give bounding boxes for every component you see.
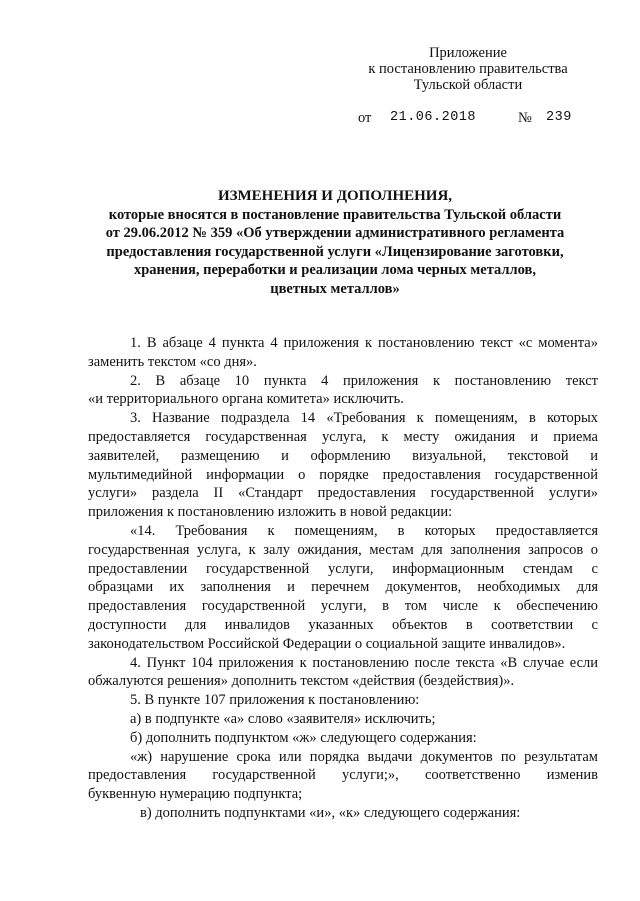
- paragraph-line: 3. Название подраздела 14 «Требования к помещениям, в которых: [130, 410, 598, 427]
- paragraph-line: приложения к постановлению изложить в новой редакции:: [88, 504, 453, 521]
- appendix-title: Приложение: [429, 45, 507, 61]
- document-title: [80, 187, 590, 298]
- paragraph-line: законодательством Российской Федерации о социальной защите инвалидов».: [88, 635, 566, 652]
- paragraph-line: заявителей, размещению и оформлению визуальной, текстовой и: [88, 447, 598, 464]
- document-body: [88, 334, 598, 823]
- paragraph-line: обжалуются решения» дополнить текстом «действия (бездействия)».: [88, 673, 515, 690]
- paragraph-line: заменить текстом «со дня».: [88, 353, 257, 370]
- reference-number: 239: [546, 110, 572, 125]
- paragraph-1: [88, 334, 598, 372]
- paragraph-line: в) дополнить подпунктами «и», «к» следующего содержания:: [140, 804, 521, 821]
- paragraph-line: предоставлении государственной услуги, информационным стендам с: [88, 560, 598, 577]
- paragraph-4: [88, 522, 598, 654]
- title-line: хранения, переработки и реализации лома черных металлов,: [133, 262, 537, 278]
- paragraph-line: услуги» раздела II «Стандарт предоставления государственной услуги»: [88, 485, 598, 502]
- paragraph-line: 4. Пункт 104 приложения к постановлению после текста «В случае если: [130, 654, 598, 671]
- paragraph-line: 2. В абзаце 10 пункта 4 приложения к постановлению текст: [130, 372, 598, 389]
- paragraph-9: [88, 748, 598, 804]
- title-line: которые вносятся в постановление правительства Тульской области: [108, 206, 562, 223]
- title-line: ИЗМЕНЕНИЯ И ДОПОЛНЕНИЯ,: [217, 188, 453, 204]
- appendix-subtitle: к постановлению правительства: [368, 61, 568, 77]
- title-line: предоставления государственной услуги «Лицензирование заготовки,: [106, 243, 564, 260]
- reference-from-label: от: [358, 110, 372, 126]
- paragraph-line: доступности для инвалидов указанных объектов в соответствии с: [88, 616, 598, 633]
- paragraph-line: буквенную нумерацию подпункта;: [88, 786, 303, 803]
- document-reference: [358, 110, 572, 127]
- paragraph-line: «и территориального органа комитета» исключить.: [88, 391, 404, 408]
- paragraph-line: 1. В абзаце 4 пункта 4 приложения к постановлению текст «с момента»: [130, 335, 598, 351]
- paragraph-line: мультимедийной информации о порядке предоставления государственной: [88, 466, 598, 483]
- reference-date: 21.06.2018: [390, 110, 477, 125]
- paragraph-10: [88, 804, 598, 823]
- paragraph-line: предоставления государственной услуги, в том числе к обеспечению: [88, 598, 598, 615]
- paragraph-8: [88, 729, 598, 748]
- title-line: цветных металлов»: [270, 280, 400, 297]
- paragraph-line: а) в подпункте «а» слово «заявителя» исключить;: [130, 710, 436, 727]
- appendix-header: [340, 45, 596, 93]
- paragraph-line: государственная услуга, к залу ожидания, местам для заполнения запросов о: [88, 541, 598, 558]
- appendix-region: Тульской области: [413, 77, 523, 93]
- paragraph-line: предоставляется государственная услуга, к месту ожидания и приема: [88, 428, 598, 445]
- paragraph-line: «ж) нарушение срока или порядка выдачи документов по результатам: [130, 748, 598, 765]
- paragraph-line: «14. Требования к помещениям, в которых предоставляется: [130, 522, 598, 539]
- title-line: от 29.06.2012 № 359 «Об утверждении административного регламента: [105, 225, 565, 241]
- paragraph-line: образцами их заполнения и перечнем документов, необходимых для: [88, 579, 598, 596]
- paragraph-7: [88, 710, 598, 729]
- paragraph-line: б) дополнить подпунктом «ж» следующего содержания:: [130, 729, 477, 746]
- paragraph-6: [88, 691, 598, 710]
- paragraph-2: [88, 372, 598, 410]
- paragraph-3: [88, 409, 598, 522]
- paragraph-line: 5. В пункте 107 приложения к постановлению:: [130, 692, 420, 709]
- reference-number-sign: №: [518, 110, 532, 126]
- paragraph-5: [88, 654, 598, 692]
- paragraph-line: предоставления государственной услуги;», соответственно изменив: [88, 767, 598, 784]
